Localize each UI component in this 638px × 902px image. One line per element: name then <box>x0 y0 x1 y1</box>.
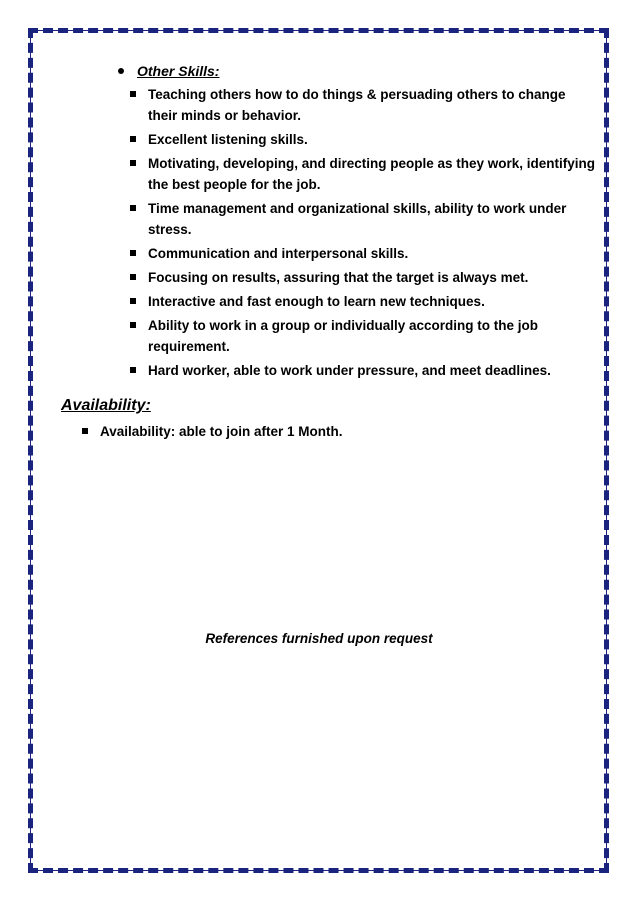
list-item-text: Time management and organizational skills, ability to work under stress. <box>148 201 567 237</box>
references-note <box>0 631 638 646</box>
list-item <box>128 129 598 150</box>
list-item-text: Motivating, developing, and directing people as they work, identifying the best people for the job. <box>148 156 596 192</box>
other-skills-heading <box>118 63 219 79</box>
list-item <box>80 421 580 442</box>
list-item-text: Hard worker, able to work under pressure, and meet deadlines. <box>148 363 551 378</box>
square-bullet-icon <box>130 367 136 373</box>
square-bullet-icon <box>130 274 136 280</box>
list-item-text: Excellent listening skills. <box>148 132 308 147</box>
availability-heading: Availability: <box>61 397 151 414</box>
list-item-text: Interactive and fast enough to learn new techniques. <box>148 294 485 309</box>
list-item-text: Focusing on results, assuring that the target is always met. <box>148 270 529 285</box>
list-item <box>128 315 598 357</box>
list-item <box>128 153 598 195</box>
square-bullet-icon <box>130 298 136 304</box>
list-item-text: Availability: able to join after 1 Month. <box>100 424 343 439</box>
other-skills-list <box>128 84 598 384</box>
other-skills-heading-text: Other Skills: <box>137 63 220 79</box>
references-text: References furnished upon request <box>205 631 433 646</box>
list-item <box>128 84 598 126</box>
availability-list <box>80 421 580 442</box>
list-item <box>128 360 598 381</box>
list-item-text: Teaching others how to do things & persuading others to change their minds or behavior. <box>148 87 566 123</box>
square-bullet-icon <box>130 322 136 328</box>
square-bullet-icon <box>130 91 136 97</box>
square-bullet-icon <box>130 205 136 211</box>
round-bullet-icon <box>118 68 124 74</box>
list-item-text: Ability to work in a group or individually according to the job requirement. <box>148 318 539 354</box>
square-bullet-icon <box>130 250 136 256</box>
list-item <box>128 291 598 312</box>
list-item-text: Communication and interpersonal skills. <box>148 246 409 261</box>
square-bullet-icon <box>82 428 88 434</box>
square-bullet-icon <box>130 136 136 142</box>
list-item <box>128 267 598 288</box>
list-item <box>128 243 598 264</box>
list-item <box>128 198 598 240</box>
square-bullet-icon <box>130 160 136 166</box>
